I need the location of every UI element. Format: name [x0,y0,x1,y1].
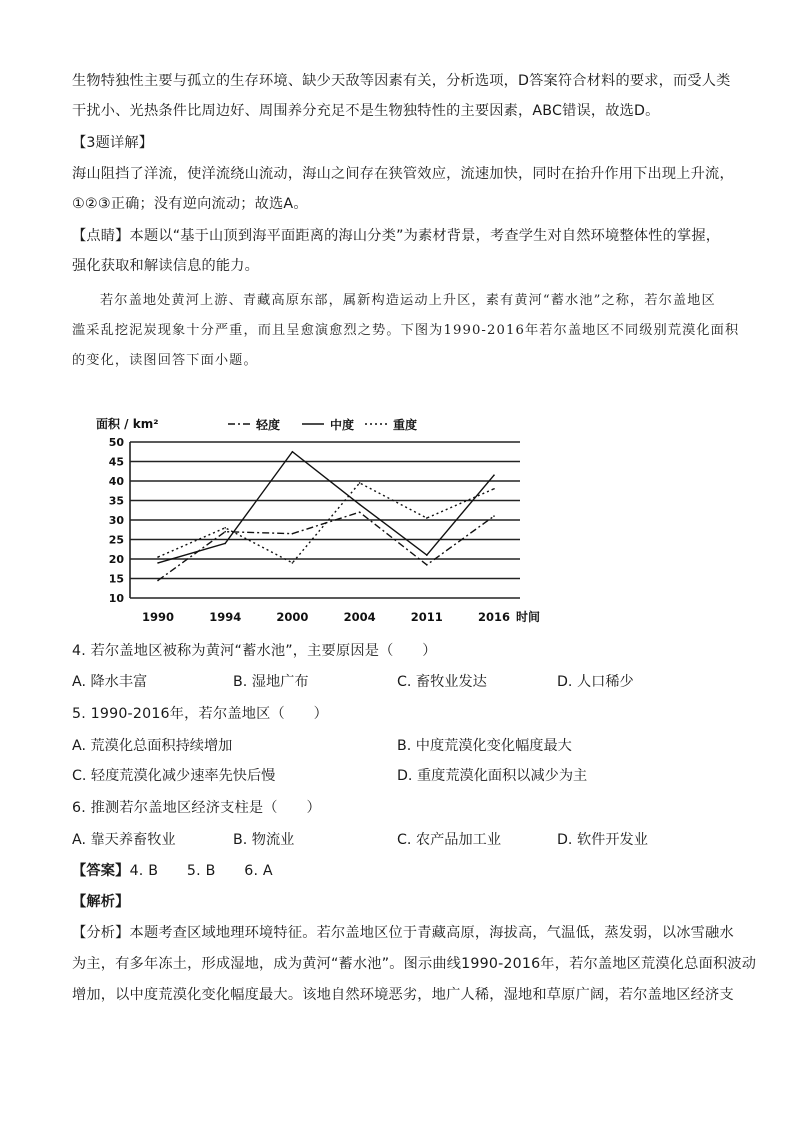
data-point [224,531,226,533]
data-point [426,564,428,566]
q6-option-c[interactable]: C. 农产品加工业 [397,832,502,848]
answer-line [72,860,273,880]
data-point [292,533,294,535]
data-point [292,451,294,453]
question-4: 4. 若尔盖地区被称为黄河“蓄水池”，主要原因是（ ） [72,643,437,659]
data-point [359,511,361,513]
answer-values: 4. B 5. B 6. A [129,863,273,879]
q5-option-c[interactable]: C. 轻度荒漠化减少速率先快后慢 [72,768,276,784]
data-point [157,580,159,582]
legend-label-重度: 重度 [393,418,418,432]
data-point [359,482,361,484]
y-tick-label: 35 [108,494,124,508]
y-tick-label: 20 [108,553,124,566]
x-tick-label: 1990 [141,610,175,624]
data-point [359,504,361,506]
q4-option-a[interactable]: A. 降水丰富 [72,674,148,690]
question-5: 5. 1990-2016年，若尔盖地区（ ） [72,706,329,722]
desertification-line-chart [90,408,560,630]
q6-option-b[interactable]: B. 物流业 [233,832,295,848]
q4-option-d[interactable]: D. 人口稀少 [557,674,634,690]
q6-option-a[interactable]: A. 靠天养畜牧业 [72,832,176,848]
data-point [493,515,495,517]
explanation-line-2: 干扰小、光热条件比周边好、周围养分充足不是生物独特性的主要因素，ABC错误，故选D。 [72,103,660,119]
series-line-重度 [158,483,494,563]
y-tick-label: 10 [108,592,124,605]
x-axis-label: 时间 [516,610,541,624]
tip-line-2: 强化获取和解读信息的能力。 [72,258,260,274]
material-line-2: 滥采乱挖泥炭现象十分严重，而且呈愈演愈烈之势。下图为1990-2016年若尔盖地区不同级别荒漠化面积 [72,323,740,338]
y-tick-label: 15 [108,572,124,586]
y-tick-label: 45 [108,455,124,469]
y-axis-label: 面积 / km² [96,417,159,431]
series-line-中度 [158,452,494,563]
data-point [224,527,226,529]
q5-option-d[interactable]: D. 重度荒漠化面积以减少为主 [397,768,588,784]
explanation-line-1: 生物特独性主要与孤立的生存环境、缺少天敌等因素有关，分析选项，D答案符合材料的要求，而受人类 [72,73,731,89]
tip-line-1: 【点睛】本题以“基于山顶到海平面距离的海山分类”为素材背景，考查学生对自然环境整体性的掌握， [72,228,721,244]
q4-option-b[interactable]: B. 湿地广布 [233,674,309,690]
data-point [493,474,495,476]
x-tick-label: 2016 [477,610,511,624]
data-point [157,556,159,558]
material-line-1: 若尔盖地处黄河上游、青藏高原东部，属新构造运动上升区，素有黄河“蓄水池”之称，若尔盖地区 [100,293,716,308]
analysis-heading: 【解析】 [72,894,130,910]
q3-line-2: ①②③正确；没有逆向流动；故选A。 [72,196,308,212]
data-point [426,554,428,556]
x-tick-label: 1994 [209,610,242,624]
q4-option-c[interactable]: C. 畜牧业发达 [397,674,487,690]
analysis-line-2: 为主，有多年冻土，形成湿地，成为黄河“蓄水池”。图示曲线1990-2016年，若尔盖地区荒漠化总面积波动 [72,956,757,972]
question-6: 6. 推测若尔盖地区经济支柱是（ ） [72,800,321,816]
y-tick-label: 40 [108,475,124,488]
data-point [426,517,428,519]
x-tick-label: 2000 [276,610,309,624]
x-tick-label: 2011 [410,610,443,624]
q3-heading: 【3题详解】 [72,135,154,151]
q6-option-d[interactable]: D. 软件开发业 [557,832,648,848]
x-tick-label: 2004 [343,610,376,624]
data-point [224,543,226,545]
answer-label: 【答案】 [72,863,130,879]
data-point [157,562,159,564]
legend-label-中度: 中度 [330,418,355,432]
legend-label-轻度: 轻度 [256,418,281,432]
material-line-3: 的变化，读图回答下面小题。 [72,353,258,368]
y-tick-label: 30 [108,514,124,527]
q3-line-1: 海山阻挡了洋流，使洋流绕山流动，海山之间存在狭管效应，流速加快，同时在抬升作用下出现上升流， [72,166,734,182]
data-point [493,488,495,490]
data-point [292,562,294,564]
y-tick-label: 25 [108,533,124,547]
y-tick-label: 50 [108,436,124,449]
analysis-line-3: 增加，以中度荒漠化变化幅度最大。该地自然环境恶劣，地广人稀，湿地和草原广阔，若尔盖地区经济支 [72,987,734,1003]
q5-option-b[interactable]: B. 中度荒漠化变化幅度最大 [397,738,572,754]
q5-option-a[interactable]: A. 荒漠化总面积持续增加 [72,738,233,754]
analysis-line-1: 【分析】本题考查区域地理环境特征。若尔盖地区位于青藏高原，海拔高，气温低，蒸发弱，以冰雪融水 [72,925,734,941]
